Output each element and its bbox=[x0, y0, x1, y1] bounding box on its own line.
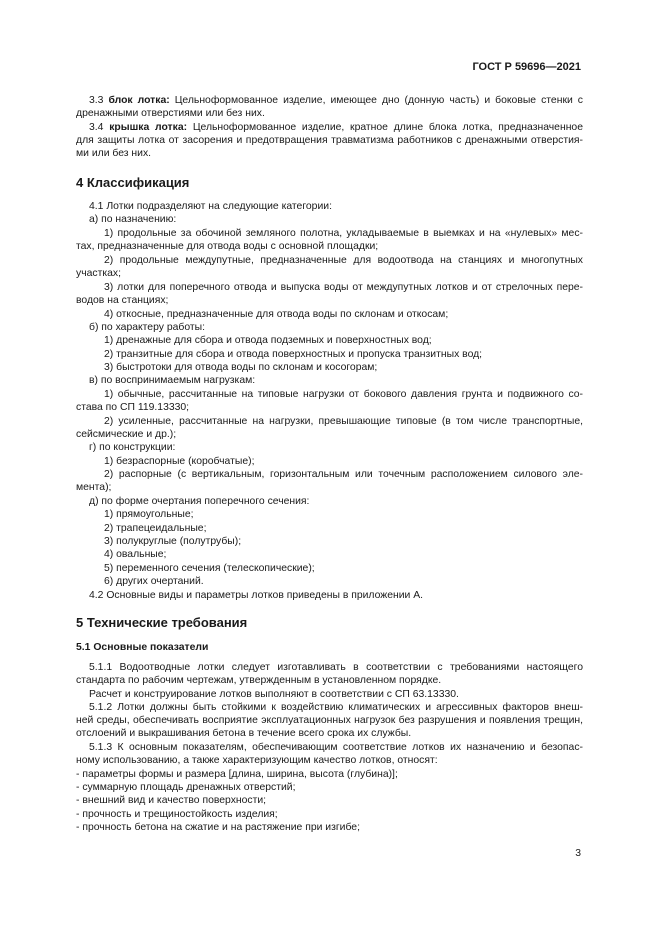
list-item: 2) транзитные для сбора и отвода поверхностных и пропуска транзитных вод; bbox=[104, 349, 483, 360]
list-item: д) по форме очертания поперечного сечения: bbox=[89, 496, 310, 507]
list-item: 4) овальные; bbox=[104, 549, 167, 560]
section-5-heading: 5 Технические требования bbox=[76, 615, 248, 630]
term-3-4-line-2: для защиты лотка от засорения и предотвращения травматизма работников с дренажными отверстия- bbox=[76, 135, 583, 146]
bullet-item: - параметры формы и размера [длина, ширина, высота (глубина)]; bbox=[76, 769, 398, 780]
text-line: 5.1.1 Водоотводные лотки следует изготавливать в соответствии с требованиями настоящего bbox=[89, 662, 583, 673]
list-item: б) по характеру работы: bbox=[89, 322, 206, 333]
list-item: 1) обычные, рассчитанные на типовые нагрузки от бокового давления грунта и подвижного со- bbox=[104, 389, 583, 400]
text-line: водов на станциях; bbox=[76, 295, 169, 306]
text-line: участках; bbox=[76, 268, 121, 279]
text-line: ней среды, обеспечивать восприятие эксплуатационных нагрузок без разрушения и появления трещин, bbox=[76, 715, 583, 726]
bullet-item: - прочность и трещиностойкость изделия; bbox=[76, 809, 278, 820]
text-line: стандарта по рабочим чертежам, утвержденным в установленном порядке. bbox=[76, 675, 442, 686]
list-item: 2) продольные междупутные, предназначенные для водоотвода на станциях и многопутных bbox=[104, 255, 583, 266]
text-line: 5.1.3 К основным показателям, обеспечивающим соответствие лотков их назначению и безопас- bbox=[89, 742, 583, 753]
list-item: 3) лотки для поперечного отвода и выпуска воды от междупутных лотков и от стрелочных пере- bbox=[104, 282, 583, 293]
bullet-item: - внешний вид и качество поверхности; bbox=[76, 795, 267, 806]
text-line: мента); bbox=[76, 482, 112, 493]
term-3-4-line-3: ми или без них. bbox=[76, 148, 152, 159]
term-3-4-name: крышка лотка: bbox=[109, 122, 188, 133]
text-line: 4.2 Основные виды и параметры лотков приведены в приложении А. bbox=[89, 590, 424, 601]
text-line: 5.1.2 Лотки должны быть стойкими к воздействию климатических и агрессивных факторов внеш- bbox=[89, 702, 583, 713]
list-item: 2) трапецеидальные; bbox=[104, 523, 207, 534]
list-item: 1) безраспорные (коробчатые); bbox=[104, 456, 255, 467]
page-number: 3 bbox=[575, 848, 581, 859]
list-item: г) по конструкции: bbox=[89, 442, 176, 453]
list-item: 2) усиленные, рассчитанные на нагрузки, превышающие типовые (в том числе транспортные, bbox=[104, 416, 583, 427]
text-line: става по СП 119.13330; bbox=[76, 402, 190, 413]
text-line: Расчет и конструирование лотков выполняют в соответствии с СП 63.13330. bbox=[89, 689, 459, 700]
list-item: 1) дренажные для сбора и отвода подземных и поверхностных вод; bbox=[104, 335, 432, 346]
list-item: 1) продольные за обочиной земляного полотна, укладываемые в выемках и на «нулевых» мес- bbox=[104, 228, 583, 239]
list-item: 2) распорные (с вертикальным, горизонтальным или точечным расположением силового эле- bbox=[104, 469, 583, 480]
bullet-item: - суммарную площадь дренажных отверстий; bbox=[76, 782, 296, 793]
term-3-3-line-2: дренажными отверстиями или без них. bbox=[76, 108, 265, 119]
document-header-id: ГОСТ Р 59696—2021 bbox=[472, 61, 581, 73]
text-line: тах, предназначенные для отвода воды с основной площадки; bbox=[76, 241, 379, 252]
text-line: сейсмические и др.); bbox=[76, 429, 177, 440]
section-4-heading: 4 Классификация bbox=[76, 175, 190, 190]
list-item: 3) полукруглые (полутрубы); bbox=[104, 536, 242, 547]
list-item: 3) быстротоки для отвода воды по склонам и косогорам; bbox=[104, 362, 378, 373]
term-3-4-line-1: 3.4 крышка лотка: Цельноформованное изделие, кратное длине блока лотка, предназначенное bbox=[89, 122, 583, 133]
list-item: 1) прямоугольные; bbox=[104, 509, 194, 520]
term-3-3-line-1: 3.3 блок лотка: Цельноформованное изделие, имеющее дно (донную часть) и боковые стенки с bbox=[89, 95, 583, 106]
text-line: 4.1 Лотки подразделяют на следующие категории: bbox=[89, 201, 332, 212]
list-item: 5) переменного сечения (телескопические); bbox=[104, 563, 315, 574]
list-item: 6) других очертаний. bbox=[104, 576, 204, 587]
text-line: ному использованию, а также характеризующим качество лотков, относят: bbox=[76, 755, 438, 766]
list-item: а) по назначению: bbox=[89, 214, 177, 225]
bullet-item: - прочность бетона на сжатие и на растяжение при изгибе; bbox=[76, 822, 360, 833]
term-3-3-name: блок лотка: bbox=[108, 95, 170, 106]
text-line: отслоений и выкрашивания бетона в течение всего срока их службы. bbox=[76, 728, 412, 739]
list-item: 4) откосные, предназначенные для отвода воды по склонам и откосам; bbox=[104, 309, 449, 320]
list-item: в) по воспринимаемым нагрузкам: bbox=[89, 375, 256, 386]
subsection-5-1-heading: 5.1 Основные показатели bbox=[76, 642, 209, 653]
